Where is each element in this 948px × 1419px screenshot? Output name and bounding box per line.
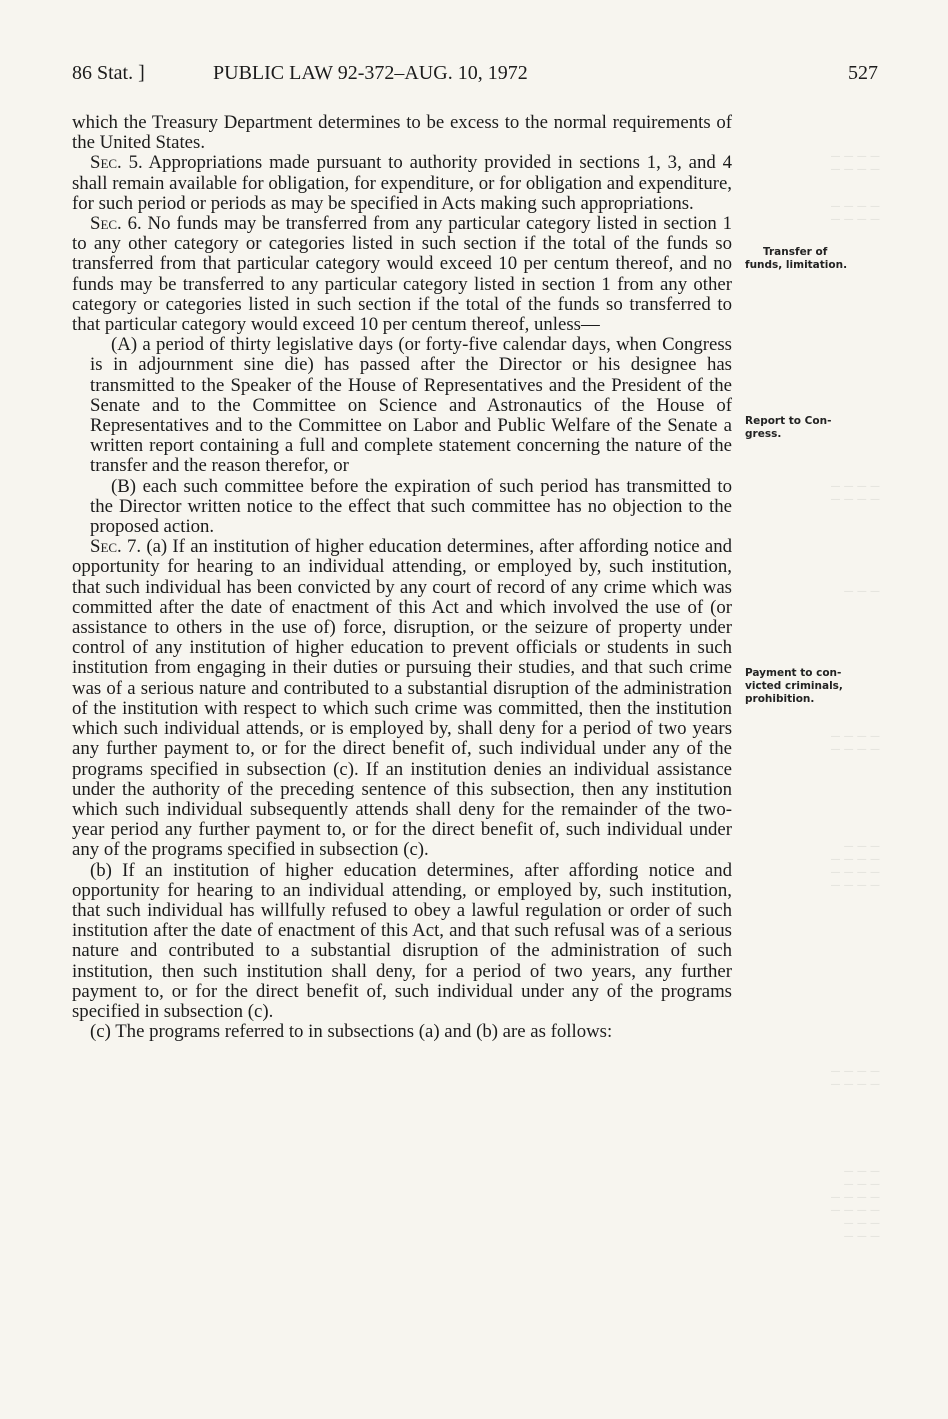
margin-note-line: Transfer of	[763, 246, 828, 258]
bleed-through-shadow: — — — — — — — —	[830, 481, 880, 505]
margin-note-line: prohibition.	[745, 693, 815, 705]
section-7-label: Sec. 7.	[90, 536, 142, 558]
margin-note-line: Report to Con-	[745, 415, 832, 427]
page-number: 527	[848, 62, 878, 84]
margin-note-payment-prohibition	[745, 667, 880, 706]
bleed-through-shadow: — — — — — — — —	[830, 201, 880, 225]
subsection-b: (b) If an institution of higher education determines, after affording notice and opportunity for hearing to an individual attending, or employed by, such institution, that such individual has willfully refused to obey a lawful regulation or order of such institution after the date of enactment of this Act, and that such refusal was of a serious nature and contributed to a substantial disruption of the administration of such institution, then such institution shall deny, for a period of two years, any further payment to, or for the direct benefit of, such individual under any of the programs specified in subsection (c).	[72, 859, 732, 1022]
clause-b: (B) each such committee before the expiration of such period has transmitted to the Director written notice to the effect that such committee has no objection to the proposed action.	[90, 475, 732, 538]
statute-body	[72, 113, 732, 1042]
bleed-through-shadow: — — — — — — — —	[830, 151, 880, 175]
bleed-through-shadow: — — — — — — — — — — — — — — —	[830, 841, 880, 891]
subsection-c: (c) The programs referred to in subsections (a) and (b) are as follows:	[90, 1021, 613, 1043]
margin-note-line: funds, limitation.	[745, 259, 848, 271]
margin-note-line: victed criminals,	[745, 680, 843, 692]
section-7	[72, 537, 732, 860]
clause-a: (A) a period of thirty legislative days (or forty-five calendar days, when Congress is in adjournment sine die) has passed after the Director or his designee has transmitted to the Speaker of the House of Representatives and the President of the Senate and to the Committee on Science and Astronautics of the House of Representatives and to the Committee on Labor and Public Welfare of the Senate a written report containing a full and complete statement concerning the nature of the transfer and the reason therefor, or	[90, 334, 732, 477]
section-6-text: No funds may be transferred from any particular category listed in section 1 to any other category or categories listed in such section if the total of the funds so transferred from that particular category would exceed 10 per centum thereof, and no funds may be transferred to any particular category listed in section 1 from any other category or categories listed in such section if the total of the funds so transferred to that particular category would exceed 10 per centum thereof, unless—	[72, 213, 732, 336]
page-header	[72, 62, 878, 86]
section-5-label: Sec. 5.	[90, 152, 143, 174]
bleed-through-shadow: — — — — — — — —	[830, 731, 880, 755]
margin-note-line: gress.	[745, 428, 782, 440]
bleed-through-shadow: — — — — — — — — — — — — — — — — — — — —	[830, 1166, 880, 1242]
section-5-text: Appropriations made pursuant to authority provided in sections 1, 3, and 4 shall remain available for obligation, for expenditure, or for obligation and expenditure, for such period or periods as may be specified in Acts making such appropriations.	[72, 152, 732, 214]
paragraph-continuation: which the Treasury Department determines to be excess to the normal requirements of the United States.	[72, 112, 732, 154]
margin-note-report-to-congress	[745, 415, 880, 441]
bleed-through-shadow: — — — — — — — —	[830, 1066, 880, 1090]
bleed-through-shadow: — — —	[843, 586, 880, 597]
section-7-text: (a) If an institution of higher education determines, after affording notice and opportunity for hearing to an individual attending, or employed by, such institution, that such individual has been convicted by any court of record of any crime which was committed after the date of enactment of this Act and which involved the use of (or assistance to others in the use of) force, disruption, or the seizure of property under control of any institution of higher education to prevent officials or students in such institution from engaging in their duties or pursuing their studies, and that such crime was of a serious nature and contributed to a substantial disruption of the administration of the institution with respect to which such crime was committed, then the institution which such individual attends, or is employed by, shall deny for a period of two years any further payment to, or for the direct benefit of, such individual under any of the programs specified in subsection (c). If an institution denies an individual assistance under the authority of the preceding sentence of this subsection, then any institution which such individual subsequently attends shall deny for the remainder of the two-year period any further payment to, or for the direct benefit of, such individual under any of the programs specified in subsection (c).	[72, 536, 732, 861]
section-6-label: Sec. 6.	[90, 213, 142, 235]
margin-note-transfer-of-funds	[745, 246, 880, 272]
section-6	[72, 214, 732, 335]
section-5	[72, 153, 732, 214]
margin-note-line: Payment to con-	[745, 667, 842, 679]
law-title: PUBLIC LAW 92-372–AUG. 10, 1972	[213, 62, 528, 84]
statute-reference: 86 Stat. ]	[72, 62, 145, 84]
